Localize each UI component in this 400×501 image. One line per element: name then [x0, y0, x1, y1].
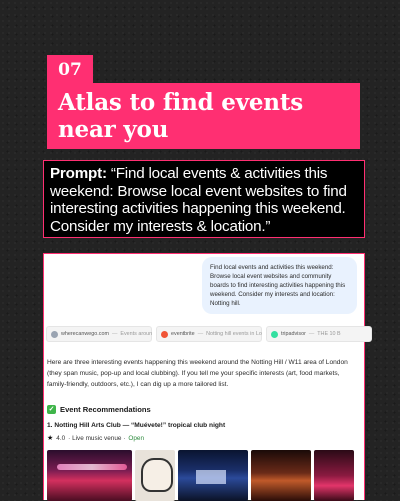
source-separator: —	[308, 331, 315, 337]
source-list	[46, 326, 386, 346]
section-heading-text: Event Recommendations	[60, 405, 151, 414]
title-banner	[47, 83, 360, 149]
user-message-bubble: Find local events and activities this weekend: Browse local event websites and community boards to find interesting activities happening this weekend. Consider my interests and location: Notting hill.	[202, 257, 357, 314]
chat-screenshot	[43, 253, 365, 500]
event-image-strip	[47, 450, 354, 501]
step-number: 07	[47, 55, 93, 85]
event-title: 1. Notting Hill Arts Club — “Muévete!” tropical club night	[47, 422, 226, 429]
source-chip-eventbrite[interactable]	[156, 326, 262, 342]
assistant-answer: Here are three interesting events happening this weekend around the Notting Hill / W11 area of London (they span music, pop-up and local clubbing). If you tell me your specific interests (art, food markets, family-friendly, outdoors, etc.), I can dig up a more tailored list.	[47, 359, 348, 388]
source-description: Notting hill events in Lo	[206, 331, 262, 337]
title-line-1: Atlas to find events	[58, 89, 304, 116]
event-photo-1[interactable]	[47, 450, 132, 501]
prompt-label: Prompt:	[50, 165, 107, 182]
prompt-text: “Find local events & activities this weekend: Browse local event websites to find interesting activities happening this weekend. Consider my interests & location.”	[50, 165, 347, 235]
source-chip-tripadvisor[interactable]	[266, 326, 372, 342]
source-separator: —	[197, 331, 204, 337]
eventbrite-icon	[161, 331, 168, 338]
source-separator: —	[111, 331, 118, 337]
event-photo-4[interactable]	[251, 450, 311, 501]
source-domain: tripadvisor	[281, 331, 306, 337]
event-status: Open	[128, 434, 144, 442]
globe-icon	[51, 331, 58, 338]
source-chip-wherecanwego[interactable]	[46, 326, 152, 342]
source-description: THE 10 B	[317, 331, 341, 337]
event-rating: 4.0	[56, 434, 66, 442]
prompt-box	[43, 160, 365, 238]
tripadvisor-icon	[271, 331, 278, 338]
source-domain: wherecanwego.com	[61, 331, 109, 337]
event-photo-5[interactable]	[314, 450, 354, 501]
event-meta	[47, 434, 144, 442]
event-photo-2[interactable]	[135, 450, 175, 501]
source-domain: eventbrite	[171, 331, 195, 337]
event-type: · Live music venue ·	[68, 434, 126, 442]
checkmark-icon: ✓	[48, 406, 55, 413]
star-icon: ★	[47, 435, 54, 442]
title-line-2: near you	[58, 116, 169, 143]
event-photo-3[interactable]	[178, 450, 248, 501]
source-description: Events aroun	[120, 331, 153, 337]
section-heading	[47, 405, 151, 414]
